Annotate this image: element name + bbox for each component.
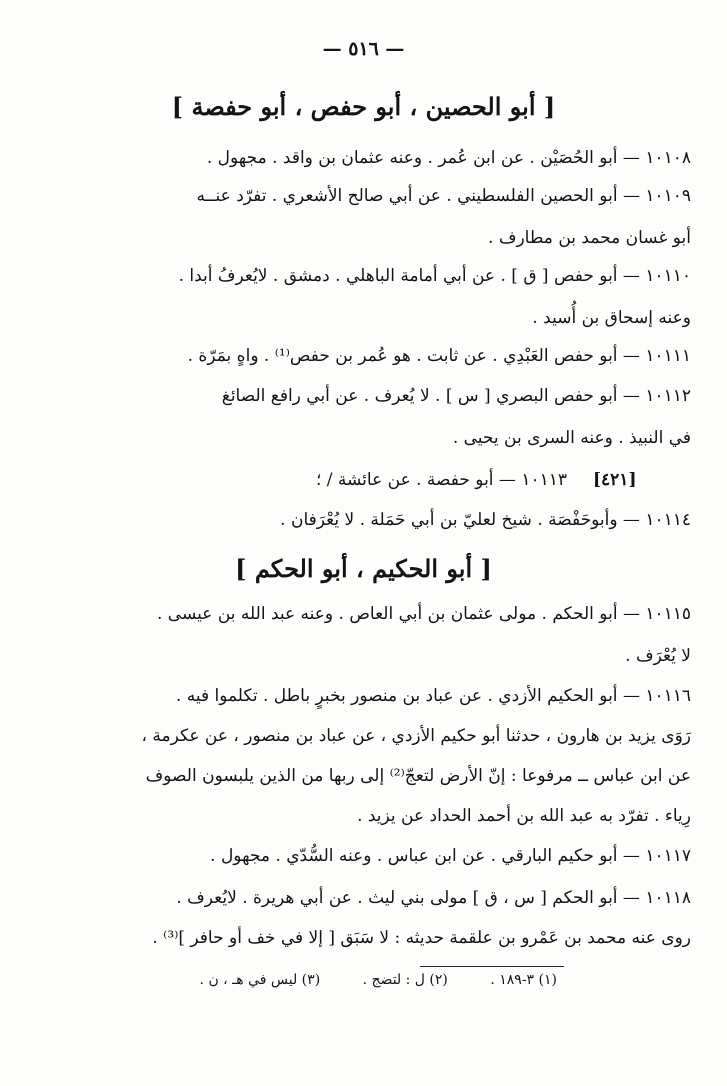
entry-10113: ١٠١١٣ — أبو حفصة . عن عائشة / ؛ (315, 470, 567, 490)
entry-10115: ١٠١١٥ — أبو الحكم . مولى عثمان بن أبي العاص . وعنه عبد الله بن عيسى . (157, 604, 691, 624)
entry-10110-cont: وعنه إسحاق بن أُسيد . (532, 308, 691, 328)
entry-10109: ١٠١٠٩ — أبو الحصين الفلسطيني . عن أبي صالح الأشعري . تفرّد عنــه (196, 186, 691, 206)
entry-10118: ١٠١١٨ — أبو الحكم [ س ، ق ] مولى بني ليث . عن أبي هريرة . لايُعرف . (176, 888, 691, 908)
entry-10111: ١٠١١١ — أبو حفص العَبْدِي . عن ثابت . هو عُمر بن حفص⁽¹⁾ . واهٍ بمَرّة . (187, 346, 691, 366)
footnote-3: (٣) ليس في هـ ، ن . (199, 972, 321, 988)
entry-10117: ١٠١١٧ — أبو حكيم البارقي . عن ابن عباس . وعنه السُّدّي . مجهول . (210, 846, 691, 866)
entry-10110: ١٠١١٠ — أبو حفص [ ق ] . عن أبي أمامة الباهلي . دمشق . لايُعرفُ أبدا . (178, 266, 691, 286)
footnote-divider (420, 966, 564, 967)
section-heading-2: [ أبو الحكيم ، أبو الحكم ] (235, 554, 492, 583)
entry-10112: ١٠١١٢ — أبو حفص البصري [ س ] . لا يُعرف . عن أبي رافع الصائغ (221, 386, 691, 406)
footnotes (162, 972, 557, 988)
margin-page-ref: [٤٢١] (593, 470, 637, 490)
entry-10116-cont-1: رَوَى يزيد بن هارون ، حدثنا أبو حكيم الأزدي ، عن عباد بن منصور ، عن عكرمة ، (141, 726, 691, 746)
entry-10108: ١٠١٠٨ — أبو الحُصَيْن . عن ابن عُمر . وعنه عثمان بن واقد . مجهول . (206, 148, 691, 168)
entry-10118-cont: روى عنه محمد بن عَمْرو بن علقمة حديثه : لا سَبَق [ إلا في خف أو حافر ]⁽³⁾ . (152, 928, 691, 948)
footnote-1: (١) ٣-١٨٩ . (490, 972, 557, 988)
entry-10109-cont: أبو غسان محمد بن مطارف . (488, 228, 691, 248)
entry-10116-cont-2: عن ابن عباس ــ مرفوعا : إنّ الأرض لتعجّ⁽²⁾ إلى ربها من الذين يلبسون الصوف (145, 766, 691, 786)
entry-10115-cont: لا يُعْرَف . (625, 646, 691, 666)
entry-10112-cont: في النبيذ . وعنه السرى بن يحيى . (452, 428, 691, 448)
page-number: — ٥١٦ — (322, 38, 405, 60)
entry-10116: ١٠١١٦ — أبو الحكيم الأزدي . عن عباد بن منصور بخبرٍ باطل . تكلموا فيه . (175, 686, 691, 706)
footnote-2: (٢) ل : لتضج . (362, 972, 448, 988)
entry-10116-cont-3: رِياء . تفرّد به عبد الله بن أحمد الحداد عن يزيد . (357, 806, 691, 826)
section-heading-1: [ أبو الحصين ، أبو حفص ، أبو حفصة ] (171, 92, 556, 121)
entry-10114: ١٠١١٤ — وأبوحَفْصَة . شيخ لعليّ بن أبي حَمَلة . لا يُعْرَفان . (280, 510, 691, 530)
